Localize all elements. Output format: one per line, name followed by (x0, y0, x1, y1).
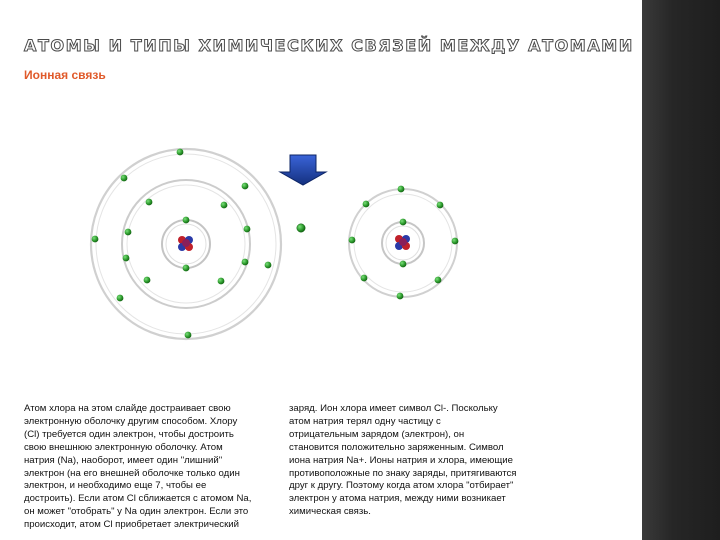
dark-side-panel (642, 0, 720, 540)
electron (185, 332, 192, 339)
electron (242, 183, 249, 190)
explanation-text-right: заряд. Ион хлора имеет символ Cl-. Поскольку атом натрия терял одну частицу с отрицательным зарядом (электрон), он становится положительно заряженным. Символ иона натрия Na+. Ионы натрия и хлора, имеющие противоположные по знаку заряды, притягиваются друг к другу. Поэтому когда атом хлора "отбирает" электрон у атома натрия, между ними возникает химическая связь. (289, 403, 517, 518)
electron (349, 237, 356, 244)
electron (437, 202, 444, 209)
electron (144, 277, 151, 284)
explanation-text-left: Атом хлора на этом слайде достраивает свою электронную оболочку другим способом. Хлору (Cl) требуется один электрон, чтобы достроить свою внешнюю электронную оболочку. Атом натрия (Na), наоборот, имеет один "лишний" электрон (на его внешней оболочке только один электрон, и необходимо еще 7, чтобы ее достроить). Если атом Cl сближается с атомом Na, он может "отобрать" у Na один электрон. Если это происходит, атом Cl приобретает электрический (24, 403, 252, 531)
electron (121, 175, 128, 182)
electron (92, 236, 99, 243)
electron (146, 199, 153, 206)
electron (244, 226, 251, 233)
electron (452, 238, 459, 245)
transferred-electron (297, 224, 305, 232)
electron (398, 186, 405, 193)
electron (435, 277, 442, 284)
electron (221, 202, 228, 209)
arrow-down-icon (280, 155, 326, 185)
chlorine-atom (91, 149, 281, 339)
sodium-nucleus (395, 235, 410, 250)
sodium-atom (349, 186, 459, 300)
electron (265, 262, 272, 269)
slide-title: АТОМЫ И ТИПЫ ХИМИЧЕСКИХ СВЯЗЕЙ МЕЖДУ АТОМАМИ (24, 36, 634, 55)
electron (183, 217, 190, 224)
electron (242, 259, 249, 266)
electron (177, 149, 184, 156)
electron (183, 265, 190, 272)
electron (397, 293, 404, 300)
electron (361, 275, 368, 282)
electron (400, 219, 407, 226)
electron (218, 278, 225, 285)
electron (125, 229, 132, 236)
chlorine-nucleus (178, 236, 193, 251)
electron (400, 261, 407, 268)
electron (363, 201, 370, 208)
electron (117, 295, 124, 302)
slide-subtitle: Ионная связь (24, 68, 106, 82)
electron (123, 255, 130, 262)
